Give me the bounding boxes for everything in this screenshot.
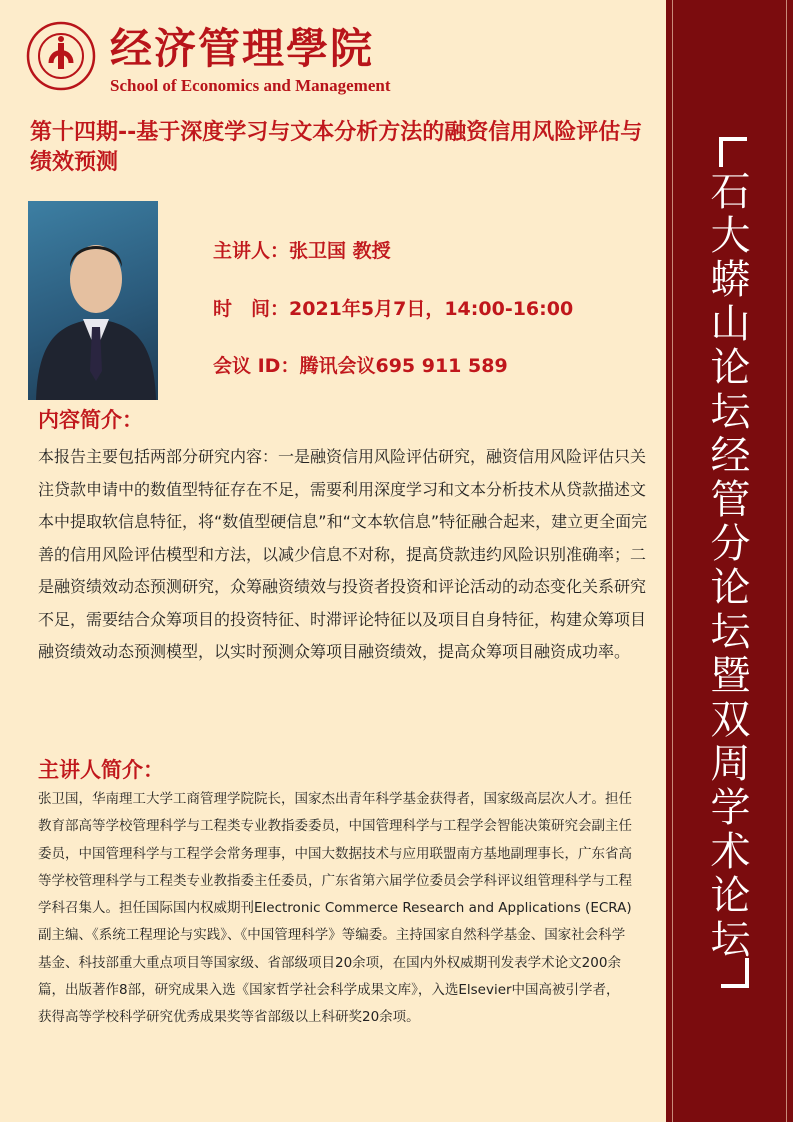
content-text: 本报告主要包括两部分研究内容：一是融资信用风险评估研究，融资信用风险评估只关注贷款申请中的数值型特征存在不足，需要利用深度学习和文本分析技术从贷款描述文本中提取软信息特征，将“数值型硬信息”和“文本软信息”特征融合起来，建立更全面完善的信用风险评估模型和方法，以减少信息不对称，提高贷款违约风险识别准确率；二是融资绩效动态预测研究，众筹融资绩效与投资者投资和评论活动的动态变化关系研究不足，需要结合众筹项目的投资特征、时滞评论特征以及项目自身特征，构建众筹项目融资绩效动态预测模型，以实时预测众筹项目融资绩效，提高众筹项目融资成功率。	[38, 447, 648, 661]
speaker-bio-heading: 主讲人简介：	[38, 758, 164, 782]
sidebar-frame	[672, 0, 787, 1122]
sidebar-char: 论	[710, 345, 751, 391]
sidebar-char: 蟒	[710, 257, 751, 303]
sidebar-char: 周	[710, 741, 751, 787]
school-name-cn: 经济管理學院	[110, 24, 375, 73]
bracket-close-icon	[721, 958, 749, 988]
speaker-photo	[28, 201, 158, 400]
sidebar-char: 山	[710, 301, 751, 347]
time-label: 时 间：	[213, 298, 290, 320]
meeting-line	[213, 351, 508, 378]
sidebar-char: 分	[710, 521, 751, 567]
sidebar-char: 石	[710, 169, 751, 215]
content-heading: 内容简介：	[38, 408, 143, 432]
speaker-line	[213, 236, 391, 263]
speaker-bio: 张卫国，华南理工大学工商管理学院院长，国家杰出青年科学基金获得者，国家级高层次人才。担任教育部高等学校管理科学与工程类专业教指委委员，中国管理科学与工程学会智能决策研究会副主任委员，中国管理科学与工程学会常务理事，中国大数据技术与应用联盟南方基地副理事长，广东省高等学校管理科学与工程类专业教指委主任委员，广东省第六届学位委员会学科评议组管理科学与工程学科召集人。担任国际国内权威期刊Electronic Commerce Research and Applications (ECRA)副主编、《系统工程理论与实践》、《中国管理科学》等编委。主持国家自然科学基金、国家社会科学基金、科技部重大重点项目等国家级、省部级项目20余项，在国内外权威期刊发表学术论文200余篇，出版著作8部，研究成果入选《国家哲学社会科学成果文库》，入选Elsevier中国高被引学者，获得高等学校科学研究优秀成果奖等省部级以上科研奖20余项。	[38, 791, 632, 1026]
sidebar-char: 大	[710, 213, 751, 259]
sidebar-char: 经	[710, 433, 751, 479]
time-line	[213, 294, 573, 321]
sidebar-char: 坛	[710, 917, 751, 963]
bracket-open-icon	[719, 137, 747, 167]
sidebar-char: 坛	[710, 609, 751, 655]
sidebar-char: 论	[710, 873, 751, 919]
meeting-value: 腾讯会议695 911 589	[299, 355, 508, 377]
sidebar-title	[673, 170, 788, 962]
sidebar-char: 管	[710, 477, 751, 523]
speaker-label: 主讲人：	[213, 240, 290, 262]
sidebar-char: 学	[710, 785, 751, 831]
event-title: 第十四期--基于深度学习与文本分析方法的融资信用风险评估与绩效预测	[30, 120, 643, 175]
school-name-en: School of Economics and Management	[110, 76, 391, 95]
sidebar-char: 暨	[710, 653, 751, 699]
time-value: 2021年5月7日，14:00-16:00	[289, 298, 574, 320]
sidebar-banner	[666, 0, 793, 1122]
meeting-label: 会议 ID：	[213, 355, 300, 377]
sidebar-char: 术	[710, 829, 751, 875]
sidebar-char: 论	[710, 565, 751, 611]
sidebar-char: 双	[710, 697, 751, 743]
university-logo-icon	[26, 21, 96, 91]
sidebar-char: 坛	[710, 389, 751, 435]
speaker-value: 张卫国 教授	[289, 240, 391, 262]
